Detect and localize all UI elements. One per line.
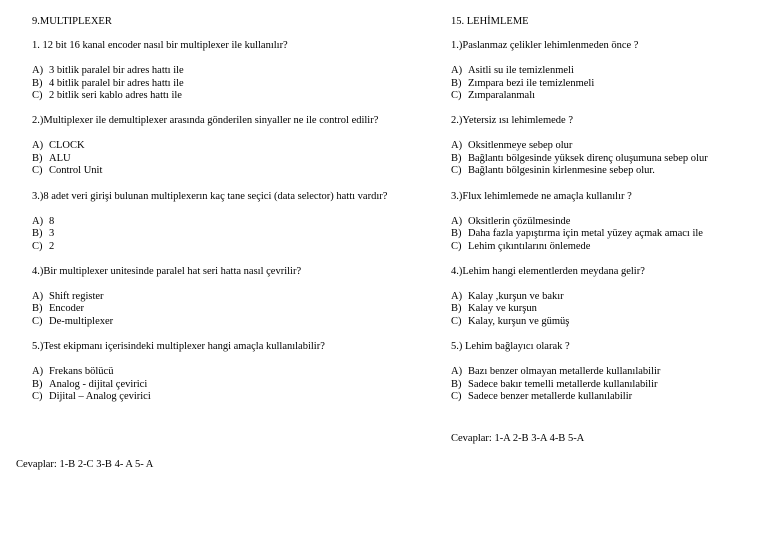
option-letter: C) [32,240,43,252]
option-text: Encoder [49,303,84,315]
answer-key: Cevaplar: 1-B 2-C 3-B 4- A 5- A [16,459,154,470]
answer-option [32,140,404,153]
answer-option [451,65,756,78]
question-text: 5.)Test ekipmanı içerisindeki multiplexer hangi amaçla kullanılabilir? [32,341,325,353]
option-text: 3 [49,228,55,240]
option-text: Shift register [49,290,104,302]
option-text: Kalay ,kurşun ve bakır [468,290,564,302]
option-letter: A) [451,140,463,152]
soldering-section [451,15,756,416]
question-text: 4.)Lehim hangi elementlerden meydana gelir? [451,265,645,277]
option-text: 2 [49,240,55,252]
option-letter: A) [451,366,463,378]
option-letter: A) [32,140,44,152]
answer-option [451,140,756,153]
option-letter: C) [32,391,43,403]
option-letter: B) [451,378,462,390]
answer-option [32,241,404,254]
answer-option [32,303,404,316]
option-letter: B) [32,77,43,89]
answer-option [32,65,404,78]
question-text: 2.)Multiplexer ile demultiplexer arasında gönderilen sinyaller ne ile control edilir? [32,115,379,127]
question-text: 2.)Yetersiz ısı lehimlemede ? [451,115,573,127]
answer-option [451,303,756,316]
answer-option [32,366,404,379]
option-letter: C) [451,90,462,102]
answer-option [32,90,404,103]
option-text: Control Unit [49,165,103,177]
option-letter: A) [32,290,44,302]
option-letter: C) [451,165,462,177]
answer-options [451,291,756,329]
option-letter: B) [32,228,43,240]
option-text: Bazı benzer olmayan metallerde kullanılabilir [468,366,661,378]
answer-options [451,140,756,178]
option-text: Frekans bölücü [49,366,114,378]
option-letter: C) [32,90,43,102]
answer-key: Cevaplar: 1-A 2-B 3-A 4-B 5-A [451,433,585,444]
answer-option [451,316,756,329]
answer-option [451,153,756,166]
option-letter: A) [451,290,463,302]
option-text: Bağlantı bölgesinin kirlenmesine sebep olur. [468,165,655,177]
option-letter: C) [32,316,43,328]
question-list [32,40,404,404]
option-text: Sadece benzer metallerde kullanılabilir [468,391,633,403]
option-letter: B) [451,77,462,89]
option-text: Dijital – Analog çevirici [49,391,151,403]
answer-option [32,78,404,91]
answer-options [32,65,404,103]
answer-options [32,216,404,254]
option-text: Zımpara bezi ile temizlenmeli [468,77,595,89]
answer-option [451,391,756,404]
option-text: Bağlantı bölgesinde yüksek direnç oluşumuna sebep olur [468,152,708,164]
option-letter: B) [451,303,462,315]
option-letter: A) [451,65,463,76]
option-letter: B) [32,303,43,315]
option-text: Asitli su ile temizlenmeli [468,65,574,76]
option-text: Daha fazla yapıştırma için metal yüzey açmak amacı ile [468,228,703,240]
answer-option [451,165,756,178]
answer-option [451,366,756,379]
answer-options [451,366,756,404]
answer-options [451,216,756,254]
option-letter: B) [451,152,462,164]
option-letter: C) [32,165,43,177]
answer-option [451,216,756,229]
answer-option [32,153,404,166]
answer-option [451,241,756,254]
option-letter: B) [32,152,43,164]
option-text: Analog - dijital çevirici [49,378,148,390]
question-text: 3.)8 adet veri girişi bulunan multiplexerın kaç tane seçici (data selector) hattı vardır? [32,190,388,202]
option-letter: B) [32,378,43,390]
answer-options [32,291,404,329]
multiplexer-section [32,15,404,416]
option-letter: A) [32,215,44,227]
section-title: 9.MULTIPLEXER [32,16,112,27]
answer-option [32,228,404,241]
answer-option [32,379,404,392]
option-text: CLOCK [49,140,85,152]
option-text: Sadece bakır temelli metallerde kullanılabilir [468,378,658,390]
question-text: 1.)Paslanmaz çelikler lehimlenmeden önce ? [451,40,639,51]
question-text: 5.) Lehim bağlayıcı olarak ? [451,341,570,353]
option-text: ALU [49,152,71,164]
option-letter: C) [451,316,462,328]
option-letter: C) [451,240,462,252]
answer-option [32,391,404,404]
option-text: Kalay, kurşun ve gümüş [468,316,570,328]
option-text: De-multiplexer [49,316,114,328]
option-text: 2 bitlik seri kablo adres hattı ile [49,90,182,102]
answer-option [451,90,756,103]
answer-option [451,291,756,304]
answer-options [32,140,404,178]
option-text: Lehim çıkıntılarını önlemede [468,240,591,252]
answer-option [32,291,404,304]
answer-option [32,165,404,178]
answer-option [451,78,756,91]
option-letter: A) [32,65,44,76]
option-letter: A) [451,215,463,227]
question-list [451,40,756,404]
option-text: Oksitlenmeye sebep olur [468,140,573,152]
option-letter: C) [451,391,462,403]
answer-option [32,216,404,229]
option-text: 8 [49,215,55,227]
answer-options [32,366,404,404]
answer-option [451,228,756,241]
question-text: 3.)Flux lehimlemede ne amaçla kullanılır ? [451,190,632,202]
section-title: 15. LEHİMLEME [451,16,529,27]
option-text: Oksitlerin çözülmesinde [468,215,571,227]
option-text: Kalay ve kurşun [468,303,537,315]
question-text: 4.)Bir multiplexer unitesinde paralel hat seri hatta nasıl çevrilir? [32,265,302,277]
option-letter: B) [451,228,462,240]
question-text: 1. 12 bit 16 kanal encoder nasıl bir multiplexer ile kullanılır? [32,40,288,51]
answer-option [451,379,756,392]
answer-option [32,316,404,329]
option-letter: A) [32,366,44,378]
option-text: 4 bitlik paralel bir adres hattı ile [49,77,184,89]
option-text: 3 bitlik paralel bir adres hattı ile [49,65,184,76]
answer-options [451,65,756,103]
option-text: Zımparalanmalı [468,90,536,102]
